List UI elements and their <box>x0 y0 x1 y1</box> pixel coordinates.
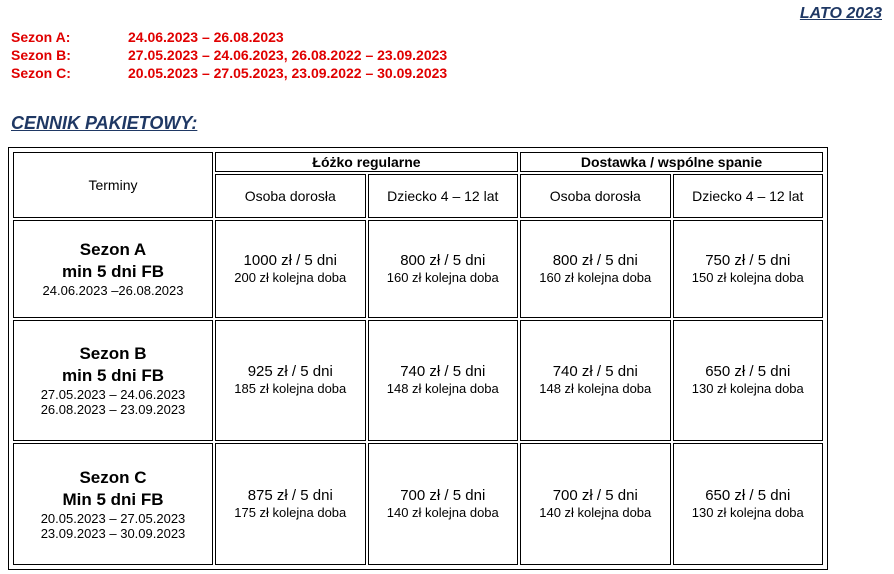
price-main: 800 zł / 5 dni <box>400 251 486 269</box>
price-cell <box>673 320 824 442</box>
season-dates: 24.06.2023 – 26.08.2023 <box>128 29 284 45</box>
table-row <box>13 220 823 318</box>
price-extra-day: 200 zł kolejna doba <box>234 269 347 285</box>
price-cell <box>520 320 671 442</box>
price-extra-day: 130 zł kolejna doba <box>691 381 804 397</box>
group-header-extra-bed: Dostawka / wspólne spanie <box>520 152 823 172</box>
column-header-child: Dziecko 4 – 12 lat <box>673 174 824 218</box>
price-extra-day: 148 zł kolejna doba <box>539 381 652 397</box>
price-extra-day: 130 zł kolejna doba <box>691 505 804 521</box>
column-header-adult: Osoba dorosła <box>520 174 671 218</box>
season-label: Sezon B: <box>11 47 71 63</box>
price-main: 700 zł / 5 dni <box>400 487 486 505</box>
season-name: Sezon B <box>79 344 147 364</box>
season-line <box>11 64 447 82</box>
price-cell <box>673 443 824 565</box>
price-main: 740 zł / 5 dni <box>552 363 638 381</box>
season-name: Sezon A <box>79 240 147 260</box>
price-main: 650 zł / 5 dni <box>705 487 791 505</box>
price-cell <box>215 320 366 442</box>
season-label: Sezon C: <box>11 65 71 81</box>
season-cell <box>13 443 213 565</box>
season-dates: 24.06.2023 –26.08.2023 <box>42 283 184 299</box>
section-heading: CENNIK PAKIETOWY: <box>11 113 198 133</box>
season-dates: 23.09.2023 – 30.09.2023 <box>40 526 186 542</box>
price-main: 1000 zł / 5 dni <box>243 251 337 269</box>
season-name: Sezon C <box>79 468 147 488</box>
price-main: 650 zł / 5 dni <box>705 363 791 381</box>
price-table-frame <box>8 147 828 570</box>
price-extra-day: 140 zł kolejna doba <box>386 505 499 521</box>
column-header-adult: Osoba dorosła <box>215 174 366 218</box>
season-label: Sezon A: <box>11 29 71 45</box>
price-extra-day: 140 zł kolejna doba <box>539 505 652 521</box>
season-dates: 27.05.2023 – 24.06.2023, 26.08.2022 – 23.09.2023 <box>128 47 448 63</box>
price-extra-day: 175 zł kolejna doba <box>234 505 347 521</box>
page-title: LATO 2023 <box>799 5 882 22</box>
price-extra-day: 160 zł kolejna doba <box>539 269 652 285</box>
price-table <box>11 150 825 567</box>
table-row <box>13 443 823 565</box>
price-cell <box>215 220 366 318</box>
price-extra-day: 150 zł kolejna doba <box>691 269 804 285</box>
season-cell <box>13 320 213 442</box>
price-main: 700 zł / 5 dni <box>552 487 638 505</box>
terminy-header: Terminy <box>13 152 213 218</box>
price-cell <box>520 220 671 318</box>
price-main: 925 zł / 5 dni <box>247 363 333 381</box>
season-dates: 27.05.2023 – 24.06.2023 <box>40 387 186 403</box>
season-package: Min 5 dni FB <box>62 490 164 510</box>
price-cell <box>215 443 366 565</box>
price-main: 800 zł / 5 dni <box>552 251 638 269</box>
season-cell <box>13 220 213 318</box>
season-package: min 5 dni FB <box>62 366 164 386</box>
price-main: 740 zł / 5 dni <box>400 363 486 381</box>
price-cell <box>368 320 519 442</box>
price-cell <box>368 220 519 318</box>
price-main: 750 zł / 5 dni <box>705 251 791 269</box>
price-extra-day: 148 zł kolejna doba <box>386 381 499 397</box>
group-header-regular-bed: Łóżko regularne <box>215 152 518 172</box>
price-cell <box>673 220 824 318</box>
column-header-child: Dziecko 4 – 12 lat <box>368 174 519 218</box>
season-dates-list <box>11 28 447 82</box>
price-main: 875 zł / 5 dni <box>247 487 333 505</box>
season-line <box>11 28 447 46</box>
price-cell <box>520 443 671 565</box>
season-package: min 5 dni FB <box>62 262 164 282</box>
price-cell <box>368 443 519 565</box>
season-dates: 26.08.2023 – 23.09.2023 <box>40 402 186 418</box>
price-extra-day: 185 zł kolejna doba <box>234 381 347 397</box>
season-line <box>11 46 447 64</box>
season-dates: 20.05.2023 – 27.05.2023 <box>40 511 186 527</box>
price-extra-day: 160 zł kolejna doba <box>386 269 499 285</box>
table-row <box>13 320 823 442</box>
season-dates: 20.05.2023 – 27.05.2023, 23.09.2022 – 30.09.2023 <box>128 65 448 81</box>
